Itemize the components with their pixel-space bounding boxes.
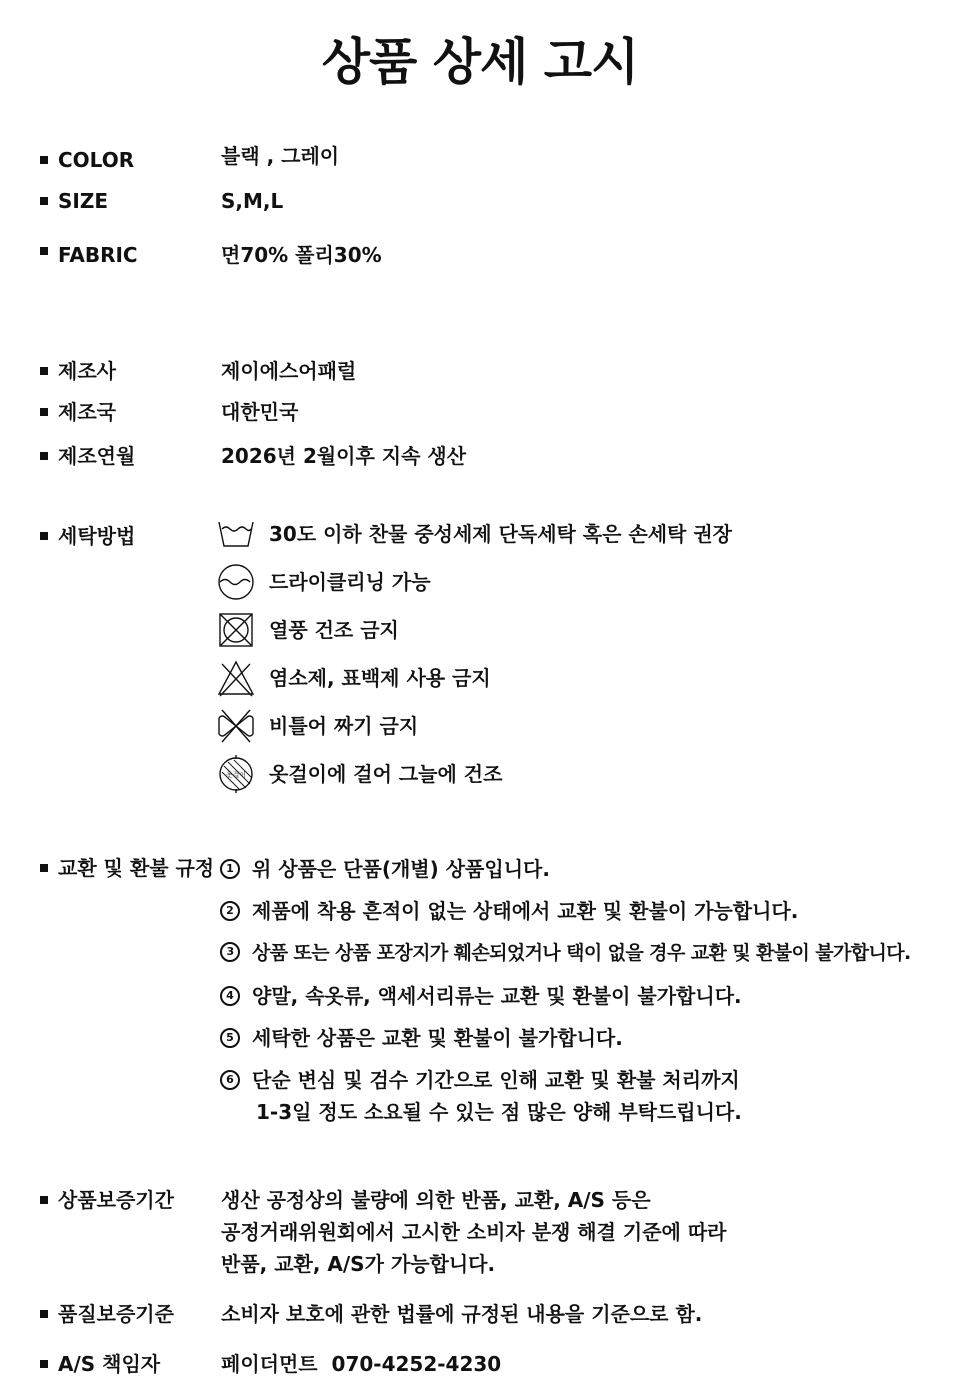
rule-text: 상품 또는 상품 포장지가 훼손되었거나 택이 없을 경우 교환 및 환불이 불가합니다. — [252, 942, 911, 964]
warranty-line: 생산 공정상의 불량에 의한 반품, 교환, A/S 등은 — [221, 1188, 651, 1212]
row-label: 품질보증기준 — [58, 1302, 174, 1326]
care-text: 비틀어 짜기 금지 — [269, 714, 419, 738]
rule-text: 위 상품은 단품(개별) 상품입니다. — [252, 857, 550, 881]
rule-text-continued: 1-3일 정도 소요될 수 있는 점 많은 양해 부탁드립니다. — [256, 1100, 742, 1124]
row-label: 제조사 — [58, 359, 116, 383]
row-value: 소비자 보호에 관한 법률에 규정된 내용을 기준으로 함. — [221, 1302, 703, 1326]
row-label: 제조국 — [58, 400, 116, 424]
bullet — [40, 1360, 48, 1368]
rule-text: 양말, 속옷류, 액세서리류는 교환 및 환불이 불가합니다. — [252, 984, 742, 1008]
bullet — [40, 367, 48, 375]
no-wring-icon — [216, 706, 256, 746]
exchange-rule-4 — [220, 980, 742, 1012]
row-value: S,M,L — [221, 189, 284, 213]
care-text: 염소제, 표백제 사용 금지 — [269, 666, 491, 690]
row-value: 제이에스어패럴 — [221, 359, 357, 383]
bullet — [40, 864, 48, 872]
bullet — [40, 156, 48, 164]
bullet — [40, 1196, 48, 1204]
row-label: 세탁방법 — [58, 524, 136, 548]
row-label: A/S 책임자 — [58, 1352, 161, 1376]
care-text: 드라이클리닝 가능 — [269, 570, 431, 594]
wash-basin-icon — [216, 514, 256, 554]
bullet — [40, 408, 48, 416]
bullet — [40, 197, 48, 205]
exchange-rule-5 — [220, 1022, 623, 1054]
care-text: 옷걸이에 걸어 그늘에 건조 — [269, 762, 503, 786]
row-label: SIZE — [58, 189, 109, 213]
row-value: 면70% 폴리30% — [221, 243, 382, 267]
bullet — [40, 247, 48, 255]
rule-number: 2 — [220, 901, 240, 921]
exchange-rule-6 — [220, 1064, 742, 1124]
no-tumble-dry-icon — [216, 610, 256, 650]
row-label: FABRIC — [58, 243, 138, 267]
rule-number: 3 — [220, 942, 240, 962]
bullet — [40, 532, 48, 540]
rule-text: 단순 변심 및 검수 기간으로 인해 교환 및 환불 처리까지 — [252, 1068, 740, 1092]
hanger-icon-label: 옷걸이 — [225, 771, 247, 779]
bullet — [40, 1310, 48, 1318]
row-label: 제조연월 — [58, 444, 136, 468]
row-value: 페이더먼트 070-4252-4230 — [221, 1352, 502, 1376]
row-value: 2026년 2월이후 지속 생산 — [221, 444, 467, 468]
bullet — [40, 452, 48, 460]
row-label: COLOR — [58, 148, 135, 172]
care-text: 열풍 건조 금지 — [269, 618, 399, 642]
rule-text: 제품에 착용 흔적이 없는 상태에서 교환 및 환불이 가능합니다. — [252, 899, 799, 923]
rule-text: 세탁한 상품은 교환 및 환불이 불가합니다. — [252, 1026, 623, 1050]
row-label: 상품보증기간 — [58, 1188, 174, 1212]
rule-number: 5 — [220, 1028, 240, 1048]
warranty-line: 공정거래위원회에서 고시한 소비자 분쟁 해결 기준에 따라 — [221, 1220, 727, 1244]
row-value: 대한민국 — [221, 400, 299, 424]
page-title: 상품 상세 고시 — [321, 33, 639, 91]
warranty-line: 반품, 교환, A/S가 가능합니다. — [221, 1252, 496, 1276]
exchange-rule-2 — [220, 895, 798, 927]
row-value: 블랙 , 그레이 — [221, 144, 340, 168]
hanger-dry-icon — [216, 754, 256, 794]
rule-number: 1 — [220, 859, 240, 879]
exchange-rule-1 — [220, 853, 550, 885]
exchange-rule-3 — [220, 937, 911, 969]
no-bleach-icon — [216, 658, 256, 698]
care-text: 30도 이하 찬물 중성세제 단독세탁 혹은 손세탁 권장 — [269, 522, 732, 546]
rule-number: 6 — [220, 1070, 240, 1090]
rule-number: 4 — [220, 986, 240, 1006]
row-label: 교환 및 환불 규정 — [58, 856, 215, 880]
dry-clean-icon — [216, 562, 256, 602]
